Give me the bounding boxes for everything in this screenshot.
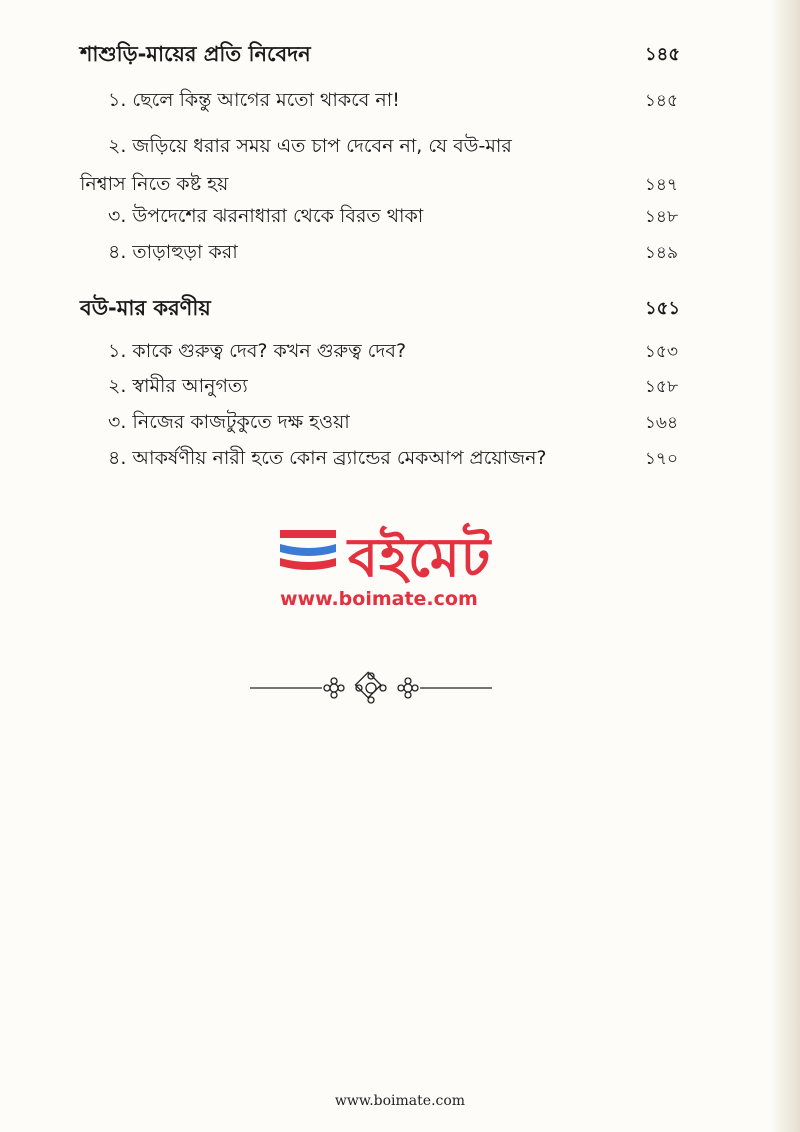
book-stack-icon [278, 528, 340, 576]
toc-item-row[interactable] [80, 86, 680, 116]
toc-item-page: ১৫৮ [644, 377, 678, 397]
toc-heading-row[interactable] [80, 292, 680, 322]
toc-heading-text: শাশুড়ি-মায়ের প্রতি নিবেদন [80, 42, 311, 66]
toc-item-text: ২. জড়িয়ে ধরার সময় এত চাপ দেবেন না, যে বউ-মার [108, 135, 512, 157]
toc-item-text: ৪. তাড়াহুড়া করা [108, 241, 238, 263]
toc-item-page: ১৬৪ [644, 413, 678, 433]
toc-heading-text: বউ-মার করণীয় [80, 296, 211, 320]
toc-item-text: ১. ছেলে কিন্তু আগের মতো থাকবে না! [108, 89, 400, 111]
toc-item-row[interactable] [80, 372, 680, 402]
toc-item-row[interactable] [80, 408, 680, 438]
toc-item-row-continued[interactable] [80, 170, 680, 200]
toc-item-page: ১৫৩ [644, 342, 678, 362]
boimate-watermark [278, 516, 528, 616]
floral-divider-icon [250, 670, 492, 706]
toc-item-row[interactable] [80, 337, 680, 367]
toc-heading-page: ১৫১ [644, 298, 680, 319]
toc-item-row[interactable] [80, 238, 680, 268]
toc-heading-row[interactable] [80, 38, 680, 68]
toc-item-row[interactable] [80, 444, 680, 474]
watermark-url: www.boimate.com [280, 588, 478, 610]
toc-item-row[interactable] [80, 202, 680, 232]
toc-item-page: ১৭০ [644, 449, 678, 469]
toc-item-page: ১৪৭ [644, 175, 678, 195]
toc-item-row[interactable] [80, 132, 680, 162]
footer-url: www.boimate.com [334, 1093, 466, 1109]
toc-item-page: ১৪৫ [644, 91, 678, 111]
toc-item-text: ৩. নিজের কাজটুকুতে দক্ষ হওয়া [108, 411, 350, 433]
toc-item-text: ২. স্বামীর আনুগত্য [108, 375, 248, 397]
toc-item-text: ৩. উপদেশের ঝরনাধারা থেকে বিরত থাকা [108, 205, 424, 227]
watermark-brand-name: বইমেট [348, 526, 492, 589]
toc-item-text: নিশ্বাস নিতে কষ্ট হয় [80, 173, 229, 195]
toc-item-text: ৪. আকর্ষণীয় নারী হতে কোন ব্র্যান্ডের মেকআপ প্রয়োজন? [108, 447, 547, 469]
toc-item-text: ১. কাকে গুরুত্ব দেব? কখন গুরুত্ব দেব? [108, 340, 407, 362]
toc-item-page: ১৪৯ [644, 243, 678, 263]
page-spine-shadow [770, 0, 800, 1132]
toc-item-page: ১৪৮ [644, 207, 678, 227]
toc-heading-page: ১৪৫ [644, 44, 680, 65]
